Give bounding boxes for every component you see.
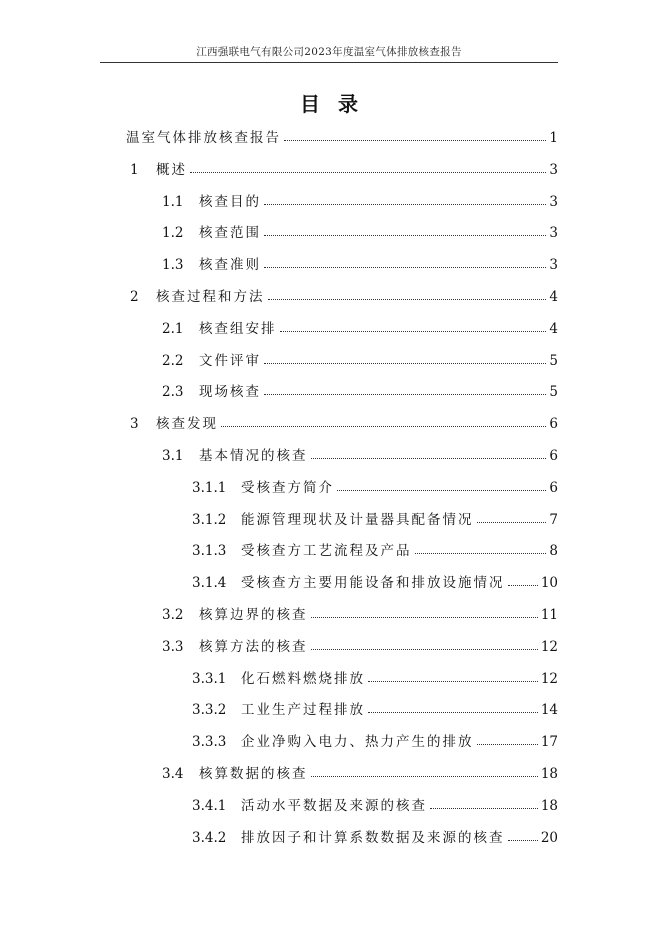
toc-entry-number: 3.2 (162, 607, 184, 623)
toc-entry-label: 受核查方简介 (241, 479, 334, 496)
toc-entry-label: 核查范围 (199, 225, 261, 242)
dot-leader (430, 808, 538, 809)
toc-entry-number: 3.4.1 (192, 797, 227, 814)
dot-leader (221, 426, 546, 427)
dot-leader (508, 840, 538, 841)
toc-entry-page-number: 12 (540, 670, 558, 687)
toc-entry-number: 3.1.1 (192, 479, 227, 496)
toc-entry-page-number: 14 (540, 702, 558, 719)
toc-entry-page-number: 6 (549, 416, 558, 433)
toc-entry[interactable] (192, 824, 558, 846)
toc-entry-page-number: 20 (540, 829, 558, 846)
toc-entry-page-number: 3 (549, 193, 558, 210)
dot-leader (368, 712, 538, 713)
toc-entry-label: 排放因子和计算系数数据及来源的核查 (241, 829, 505, 846)
toc-entry[interactable] (192, 569, 558, 591)
dot-leader (311, 617, 538, 618)
dot-leader (477, 522, 547, 523)
toc-entry-label: 核算方法的核查 (199, 638, 308, 655)
toc-entry-number: 1.3 (162, 257, 184, 274)
toc-entry-page-number: 10 (540, 575, 558, 592)
dot-leader (284, 140, 546, 141)
toc-entry-page-number: 3 (549, 161, 558, 178)
dot-leader (264, 363, 546, 364)
dot-leader (264, 394, 546, 395)
toc-entry-page-number: 6 (549, 448, 558, 464)
toc-entry-label: 温室气体排放核查报告 (126, 130, 281, 146)
toc-entry[interactable] (162, 633, 558, 655)
toc-entry-page-number: 5 (549, 352, 558, 369)
toc-entry-page-number: 1 (549, 130, 558, 146)
toc-entry-number: 3.1.2 (192, 511, 227, 528)
toc-entry[interactable] (192, 537, 558, 559)
toc-entry-number: 2 (130, 289, 139, 305)
toc-entry-number: 3.1 (162, 448, 184, 464)
dot-leader (264, 235, 546, 236)
toc-entry-page-number: 18 (540, 766, 558, 782)
toc-entry-label: 文件评审 (199, 352, 261, 369)
toc-entry-page-number: 5 (549, 384, 558, 401)
toc-entry[interactable] (162, 601, 558, 623)
toc-entry[interactable] (192, 696, 558, 718)
toc-entry-number: 3.3.1 (192, 670, 227, 687)
toc-entry-label: 核算数据的核查 (199, 766, 308, 782)
toc-entry-label: 核算边界的核查 (199, 607, 308, 623)
toc-entry[interactable] (192, 474, 558, 496)
toc-entry-page-number: 3 (549, 257, 558, 274)
toc-entry-page-number: 18 (540, 797, 558, 814)
dot-leader (337, 490, 546, 491)
running-header: 江西强联电气有限公司2023年度温室气体排放核查报告 (196, 46, 462, 58)
toc-entry[interactable] (162, 378, 558, 400)
header-rule (100, 62, 558, 63)
toc-entry[interactable] (162, 219, 558, 241)
toc-entry-label: 受核查方主要用能设备和排放设施情况 (241, 575, 505, 592)
toc-entry-number: 2.2 (162, 352, 184, 369)
toc-entry-number: 3.3.3 (192, 734, 227, 751)
toc-entry-label: 化石燃料燃烧排放 (241, 670, 365, 687)
toc-entry-number: 2.1 (162, 320, 184, 337)
toc-entry[interactable] (162, 347, 558, 369)
toc-entry-label: 概述 (156, 161, 187, 178)
toc-entry[interactable] (130, 410, 558, 432)
toc-entry[interactable] (192, 728, 558, 750)
toc-entry[interactable] (162, 188, 558, 210)
toc-entry-number: 3.3.2 (192, 702, 227, 719)
dot-leader (190, 172, 546, 173)
toc-entry-number: 1.2 (162, 225, 184, 242)
toc-entry-page-number: 4 (549, 320, 558, 337)
dot-leader (311, 458, 547, 459)
dot-leader (264, 204, 546, 205)
toc-entry-label: 核查目的 (199, 193, 261, 210)
toc-entry-page-number: 8 (549, 543, 558, 560)
dot-leader (368, 681, 538, 682)
toc-entry-number: 3.4.2 (192, 829, 227, 846)
dot-leader (477, 744, 538, 745)
toc-entry-label: 活动水平数据及来源的核查 (241, 797, 427, 814)
toc-entry[interactable] (192, 506, 558, 528)
toc-entry-label: 工业生产过程排放 (241, 702, 365, 719)
toc-entry-page-number: 4 (549, 289, 558, 305)
toc-entry[interactable] (162, 760, 558, 782)
toc-entry-page-number: 7 (549, 511, 558, 528)
toc-entry[interactable] (162, 442, 558, 464)
toc-entry-label: 现场核查 (199, 384, 261, 401)
toc-entry-label: 核查发现 (156, 416, 218, 433)
toc-entry[interactable] (192, 792, 558, 814)
dot-leader (268, 299, 547, 300)
dot-leader (280, 331, 547, 332)
dot-leader (415, 553, 547, 554)
toc-entry[interactable] (192, 665, 558, 687)
toc-entry-number: 2.3 (162, 384, 184, 401)
toc-entry-page-number: 12 (540, 638, 558, 655)
toc-entry-page-number: 11 (540, 607, 558, 623)
toc-entry-number: 3.4 (162, 766, 184, 782)
toc-entry[interactable] (130, 156, 558, 178)
toc-entry-label: 核查组安排 (199, 320, 277, 337)
toc-entry[interactable] (162, 315, 558, 337)
toc-entry-label: 企业净购入电力、热力产生的排放 (241, 734, 474, 751)
dot-leader (311, 776, 538, 777)
toc-entry-page-number: 6 (549, 479, 558, 496)
toc-entry-label: 核查过程和方法 (156, 289, 265, 305)
toc-entry-label: 核查准则 (199, 257, 261, 274)
toc-title: 目录 (300, 92, 376, 116)
toc-entry-page-number: 3 (549, 225, 558, 242)
toc-entry-label: 能源管理现状及计量器具配备情况 (241, 511, 474, 528)
toc-entry-page-number: 17 (540, 734, 558, 751)
toc-entry-number: 3.1.4 (192, 575, 227, 592)
toc-entry[interactable] (162, 251, 558, 273)
dot-leader (508, 585, 538, 586)
toc-entry-label: 受核查方工艺流程及产品 (241, 543, 412, 560)
toc-entry-label: 基本情况的核查 (199, 448, 308, 464)
toc-entry-number: 3.3 (162, 638, 184, 655)
toc-entry-number: 1.1 (162, 193, 184, 210)
dot-leader (264, 267, 546, 268)
toc-entry-number: 3 (130, 416, 139, 433)
toc-entry-number: 1 (130, 161, 139, 178)
toc-entry[interactable] (130, 283, 558, 305)
toc-entry[interactable] (126, 124, 558, 146)
toc-entry-number: 3.1.3 (192, 543, 227, 560)
dot-leader (311, 649, 538, 650)
